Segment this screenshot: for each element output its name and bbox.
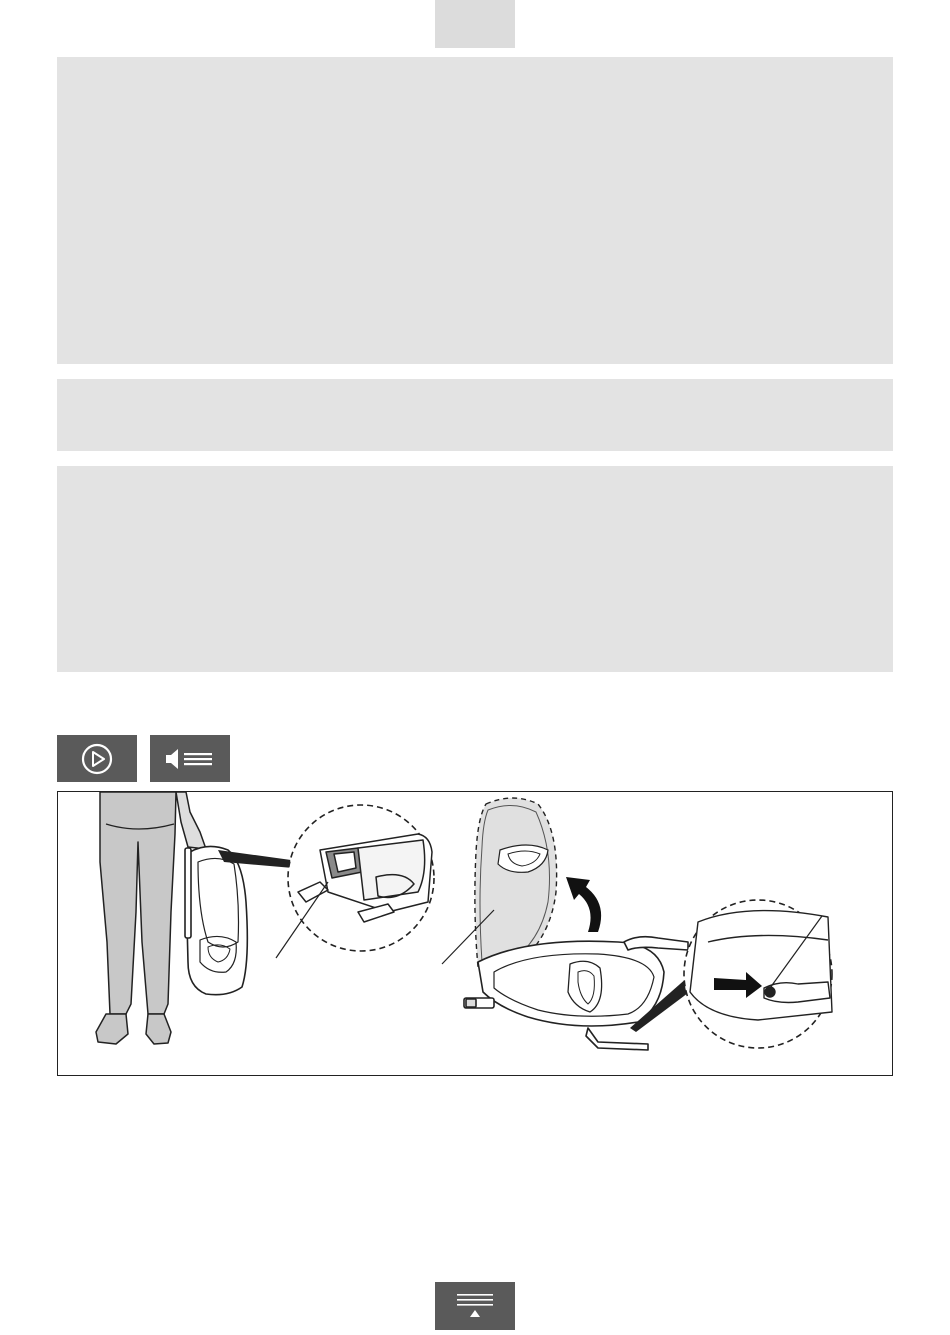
lift-arrow xyxy=(566,877,601,932)
text-panel-1 xyxy=(57,57,893,364)
seat-backrest-raised xyxy=(442,798,557,967)
booster-seat-drawing xyxy=(58,792,892,1075)
seat-base xyxy=(464,937,688,1050)
play-circle-icon xyxy=(80,742,114,776)
top-page-tab xyxy=(435,0,515,48)
text-panel-2 xyxy=(57,379,893,451)
installation-illustration xyxy=(57,791,893,1076)
speaker-lines-icon xyxy=(164,744,216,774)
detail-circle-1 xyxy=(276,805,434,958)
menu-up-icon xyxy=(435,1282,515,1330)
detail-circle-2 xyxy=(684,900,832,1048)
audio-instructions-button[interactable] xyxy=(150,735,230,782)
table-of-contents-button[interactable] xyxy=(435,1282,515,1330)
carried-seat xyxy=(185,846,247,994)
play-video-button[interactable] xyxy=(57,735,137,782)
text-panel-3 xyxy=(57,466,893,672)
